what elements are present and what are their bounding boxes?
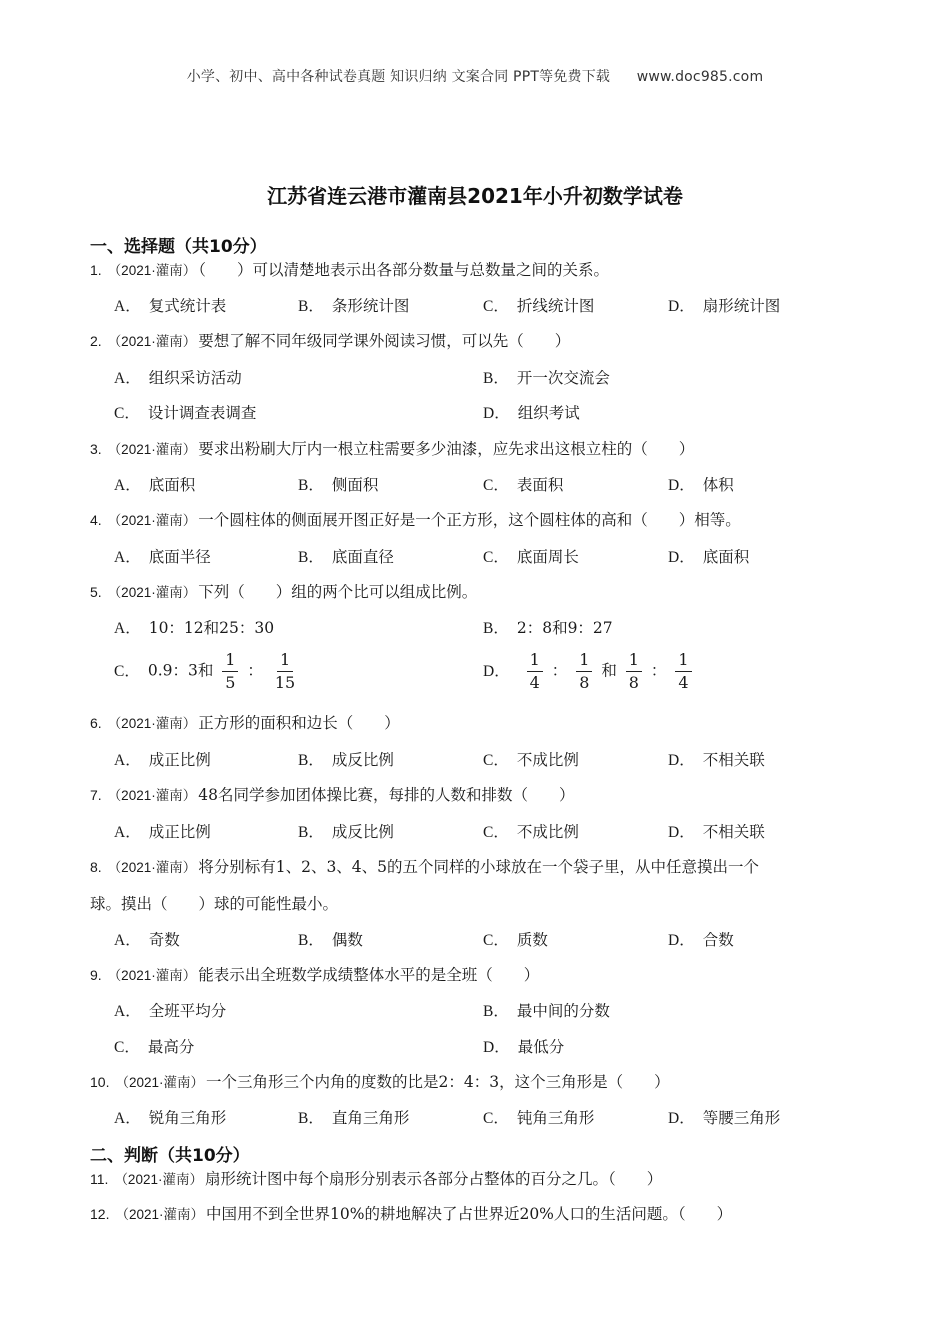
q6-option-d[interactable]: D． 不相关联 xyxy=(668,751,765,769)
q9-option-c[interactable]: C． 最高分 xyxy=(114,1038,195,1056)
q9-option-d[interactable]: D． 最低分 xyxy=(483,1038,565,1056)
section-heading-choice: 一、选择题（共10分） xyxy=(90,237,267,257)
q1-option-d[interactable]: D． 扇形统计图 xyxy=(668,297,781,315)
q2-option-b[interactable]: B． 开一次交流会 xyxy=(483,369,610,387)
q5-option-b[interactable]: B． 2：8和9：27 xyxy=(483,619,613,637)
q7-option-d[interactable]: D． 不相关联 xyxy=(668,823,765,841)
question-11: 11. （2021·灌南） 扇形统计图中每个扇形分别表示各部分占整体的百分之几。（ ） xyxy=(90,1170,663,1188)
question-5: 5. （2021·灌南） 下列（ ）组的两个比可以组成比例。 xyxy=(90,583,478,601)
question-10: 10. （2021·灌南） 一个三角形三个内角的度数的比是2：4：3，这个三角形是（ ） xyxy=(90,1073,670,1091)
q10-option-d[interactable]: D． 等腰三角形 xyxy=(668,1109,781,1127)
q8-option-c[interactable]: C． 质数 xyxy=(483,931,548,949)
q5-option-a[interactable]: A． 10：12和25：30 xyxy=(114,619,275,637)
question-9: 9. （2021·灌南） 能表示出全班数学成绩整体水平的是全班（ ） xyxy=(90,966,540,984)
page-title: 江苏省连云港市灌南县2021年小升初数学试卷 xyxy=(267,184,683,208)
q3-option-b[interactable]: B． 侧面积 xyxy=(298,476,379,494)
question-8: 8. （2021·灌南） 将分别标有1、2、3、4、5的五个同样的小球放在一个袋子里，从中任意摸出一个 xyxy=(90,858,760,876)
q8-option-a[interactable]: A． 奇数 xyxy=(114,931,180,949)
q1-option-c[interactable]: C． 折线统计图 xyxy=(483,297,595,315)
q7-option-c[interactable]: C． 不成比例 xyxy=(483,823,579,841)
question-3: 3. （2021·灌南） 要求出粉刷大厅内一根立柱需要多少油漆，应先求出这根立柱的（ ） xyxy=(90,440,695,458)
q8-option-d[interactable]: D． 合数 xyxy=(668,931,734,949)
q6-option-c[interactable]: C． 不成比例 xyxy=(483,751,579,769)
q9-option-b[interactable]: B． 最中间的分数 xyxy=(483,1002,610,1020)
fraction: $\frac{1}{15}$ xyxy=(274,650,296,692)
q3-option-c[interactable]: C． 表面积 xyxy=(483,476,564,494)
fraction: $\frac{1}{4}$ xyxy=(527,652,543,691)
q10-option-c[interactable]: C． 钝角三角形 xyxy=(483,1109,595,1127)
question-8-continued: 球。摸出（ ）球的可能性最小。 xyxy=(90,895,339,913)
question-2: 2. （2021·灌南） 要想了解不同年级同学课外阅读习惯，可以先（ ） xyxy=(90,332,571,350)
q10-option-b[interactable]: B． 直角三角形 xyxy=(298,1109,410,1127)
q2-option-a[interactable]: A． 组织采访活动 xyxy=(114,369,242,387)
fraction: $\frac{1}{8}$ xyxy=(626,652,642,691)
q5-option-c[interactable]: C． 0.9：3和 $\frac{1}{5}$ ： $\frac{1}{15}$ xyxy=(114,652,302,691)
question-1: 1. （2021·灌南） （ ）可以清楚地表示出各部分数量与总数量之间的关系。 xyxy=(90,261,609,279)
q6-option-a[interactable]: A． 成正比例 xyxy=(114,751,211,769)
question-6: 6. （2021·灌南） 正方形的面积和边长（ ） xyxy=(90,714,400,732)
q4-option-b[interactable]: B． 底面直径 xyxy=(298,548,394,566)
q1-option-b[interactable]: B． 条形统计图 xyxy=(298,297,410,315)
question-4: 4. （2021·灌南） 一个圆柱体的侧面展开图正好是一个正方形，这个圆柱体的高和（ ）相等。 xyxy=(90,511,741,529)
page-header xyxy=(0,66,950,86)
fraction: $\frac{1}{8}$ xyxy=(576,652,592,691)
q2-option-d[interactable]: D． 组织考试 xyxy=(483,404,580,422)
header-text: 小学、初中、高中各种试卷真题 知识归纳 文案合同 PPT等免费下载 xyxy=(186,69,611,85)
section-heading-judgement: 二、判断（共10分） xyxy=(90,1146,250,1166)
question-7: 7. （2021·灌南） 48名同学参加团体操比赛，每排的人数和排数（ ） xyxy=(90,786,575,804)
fraction: $\frac{1}{4}$ xyxy=(675,652,691,691)
q10-option-a[interactable]: A． 锐角三角形 xyxy=(114,1109,227,1127)
header-site-link[interactable]: www.doc985.com xyxy=(636,69,764,85)
q4-option-a[interactable]: A． 底面半径 xyxy=(114,548,211,566)
q3-option-a[interactable]: A． 底面积 xyxy=(114,476,196,494)
fraction: $\frac{1}{5}$ xyxy=(222,652,238,691)
q7-option-a[interactable]: A． 成正比例 xyxy=(114,823,211,841)
q9-option-a[interactable]: A． 全班平均分 xyxy=(114,1002,227,1020)
question-12: 12. （2021·灌南） 中国用不到全世界10%的耕地解决了占世界近20%人口的生活问题。（ ） xyxy=(90,1205,733,1223)
q4-option-d[interactable]: D． 底面积 xyxy=(668,548,750,566)
q8-option-b[interactable]: B． 偶数 xyxy=(298,931,363,949)
q1-option-a[interactable]: A． 复式统计表 xyxy=(114,297,227,315)
q5-option-d[interactable]: D． $\frac{1}{4}$ ： $\frac{1}{8}$ 和 $\frac{1}{8}$ ： $\frac{1}{4}$ xyxy=(483,652,696,691)
q2-option-c[interactable]: C． 设计调查表调查 xyxy=(114,404,257,422)
q3-option-d[interactable]: D． 体积 xyxy=(668,476,734,494)
q4-option-c[interactable]: C． 底面周长 xyxy=(483,548,579,566)
q7-option-b[interactable]: B． 成反比例 xyxy=(298,823,394,841)
q6-option-b[interactable]: B． 成反比例 xyxy=(298,751,394,769)
